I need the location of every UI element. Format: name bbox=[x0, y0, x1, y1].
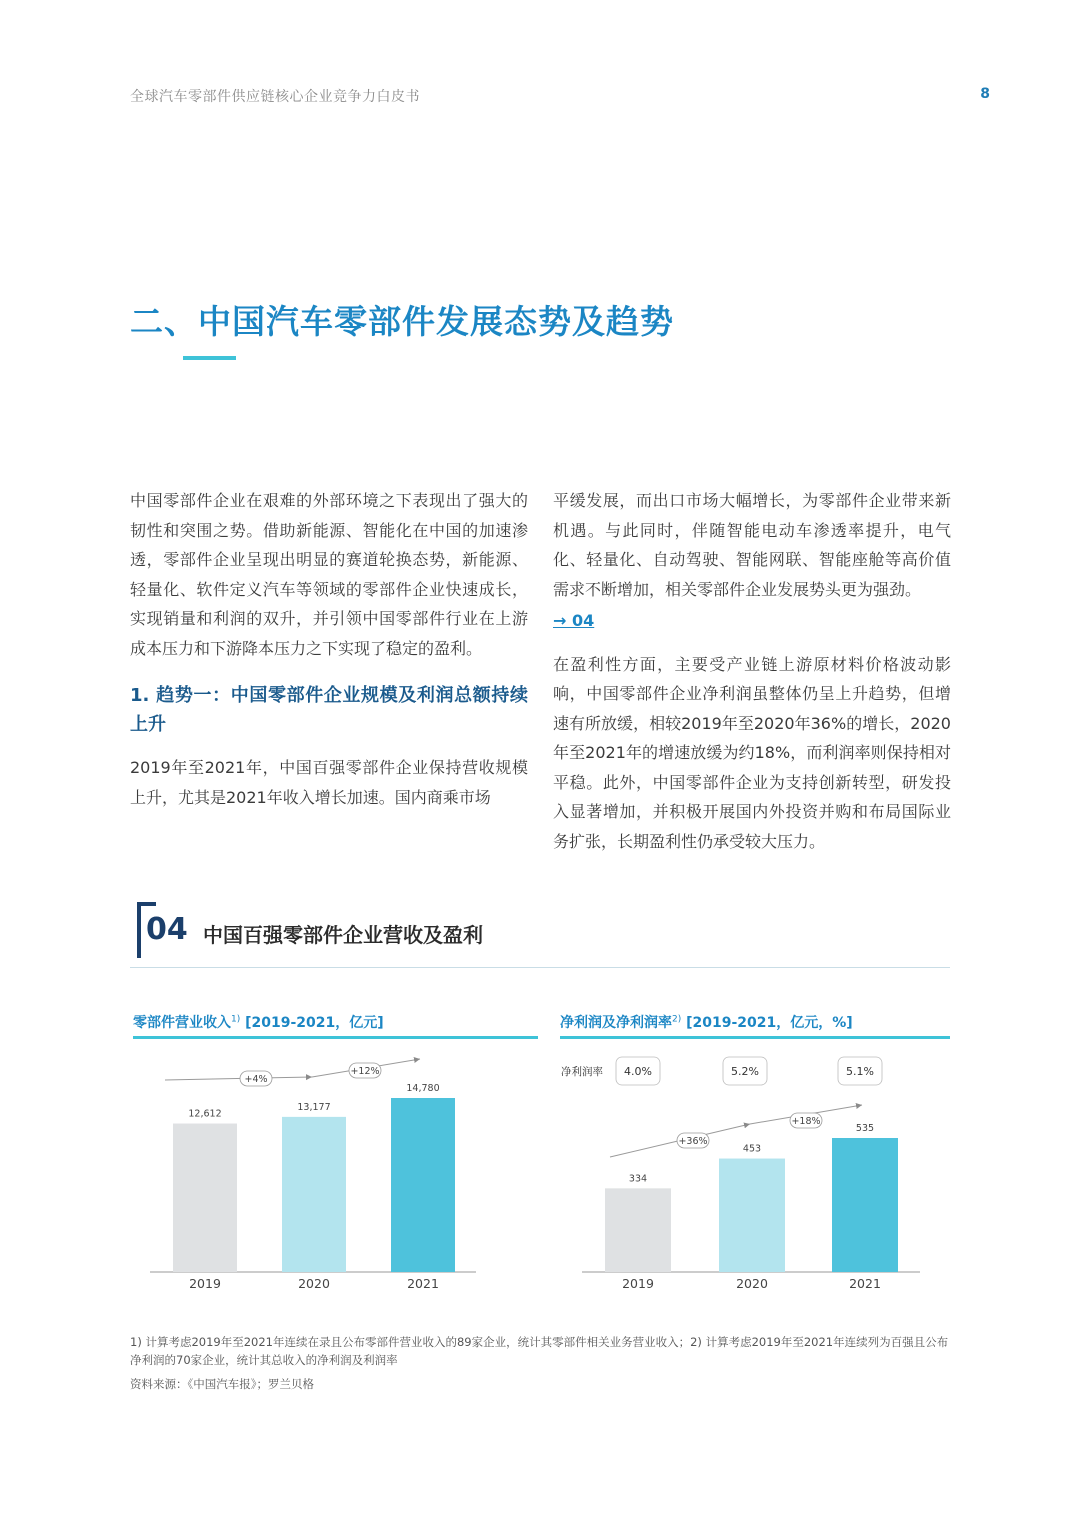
margin-value: 5.1% bbox=[846, 1065, 874, 1078]
figure-reference-link[interactable]: → 04 bbox=[553, 611, 595, 630]
bar bbox=[391, 1098, 455, 1272]
growth-label: +36% bbox=[678, 1136, 708, 1147]
growth-label: +4% bbox=[244, 1074, 268, 1085]
bar bbox=[605, 1188, 671, 1272]
source-note: 资料来源：《中国汽车报》；罗兰贝格 bbox=[130, 1377, 314, 1391]
bar bbox=[282, 1117, 346, 1272]
footnote: 1) 计算考虑2019年至2021年连续在录且公布零部件营业收入的89家企业，统计其零部件相关业务营业收入；2) 计算考虑2019年至2021年连续列为百强且公布净利润的70家企业，统计其总收入的净利润及利润率 bbox=[130, 1335, 949, 1367]
figure-title: 中国百强零部件企业营收及盈利 bbox=[203, 923, 483, 947]
growth-label: +12% bbox=[350, 1066, 380, 1077]
figure-number: 04 bbox=[146, 912, 188, 947]
body-paragraph: 2019年至2021年，中国百强零部件企业保持营收规模上升，尤其是2021年收入增长加速。国内商乘市场 bbox=[130, 758, 528, 807]
bar-value-label: 14,780 bbox=[406, 1083, 440, 1094]
bar bbox=[832, 1138, 898, 1272]
bar-value-label: 13,177 bbox=[297, 1101, 331, 1113]
x-tick-label: 2020 bbox=[736, 1276, 768, 1291]
profitability-paragraph: 在盈利性方面，主要受产业链上游原材料价格波动影响，中国零部件企业净利润虽整体仍呈上升趋势，但增速有所放缓，相较2019年至2020年36%的增长，2020年至2021年的增速放缓为约18%，而利润率则保持相对平稳。此外，中国零部件企业为支持创新转型，研发投入显著增加，并积极开展国内外投资并购和布局国际业务扩张，长期盈利性仍承受较大压力。 bbox=[553, 654, 951, 851]
growth-trend-arrow bbox=[165, 1077, 312, 1080]
bar-value-label: 12,612 bbox=[188, 1108, 222, 1120]
margin-row-label: 净利润率 bbox=[561, 1066, 603, 1078]
bar-value-label: 453 bbox=[742, 1143, 762, 1155]
bar bbox=[719, 1159, 785, 1272]
x-tick-label: 2019 bbox=[189, 1276, 221, 1291]
bar-value-label: 334 bbox=[628, 1173, 648, 1185]
x-tick-label: 2021 bbox=[849, 1276, 881, 1291]
running-header: 全球汽车零部件供应链核心企业竞争力白皮书 bbox=[130, 89, 420, 105]
x-tick-label: 2021 bbox=[407, 1276, 439, 1291]
x-tick-label: 2020 bbox=[298, 1276, 330, 1291]
margin-value: 4.0% bbox=[624, 1065, 652, 1078]
bar bbox=[173, 1124, 237, 1272]
x-tick-label: 2019 bbox=[622, 1276, 654, 1291]
page-number: 8 bbox=[980, 86, 990, 102]
section-title: 二、中国汽车零部件发展态势及趋势 bbox=[130, 302, 674, 341]
growth-label: +18% bbox=[791, 1116, 821, 1127]
profit-chart-title: 净利润及净利润率$^{2)}$ [2019-2021，亿元，%] bbox=[560, 1014, 853, 1031]
margin-value: 5.2% bbox=[731, 1065, 759, 1078]
revenue-chart-title: 零部件营业收入$^{1)}$ [2019-2021，亿元] bbox=[133, 1014, 384, 1031]
trend-subheading: 1. 趋势一：中国零部件企业规模及利润总额持续上升 bbox=[130, 685, 528, 735]
intro-paragraph: 中国零部件企业在艰难的外部环境之下表现出了强大的韧性和突围之势。借助新能源、智能化在中国的加速渗透，零部件企业呈现出明显的赛道轮换态势，新能源、轻量化、软件定义汽车等领域的零部件企业快速成长，实现销量和利润的双升，并引领中国零部件行业在上游成本压力和下游降本压力之下实现了稳定的盈利。 bbox=[130, 491, 528, 658]
body-paragraph: 平缓发展，而出口市场大幅增长，为零部件企业带来新机遇。与此同时，伴随智能电动车渗透率提升，电气化、轻量化、自动驾驶、智能网联、智能座舱等高价值需求不断增加，相关零部件企业发展势头更为强劲。 bbox=[553, 491, 951, 599]
bar-value-label: 535 bbox=[855, 1123, 875, 1134]
